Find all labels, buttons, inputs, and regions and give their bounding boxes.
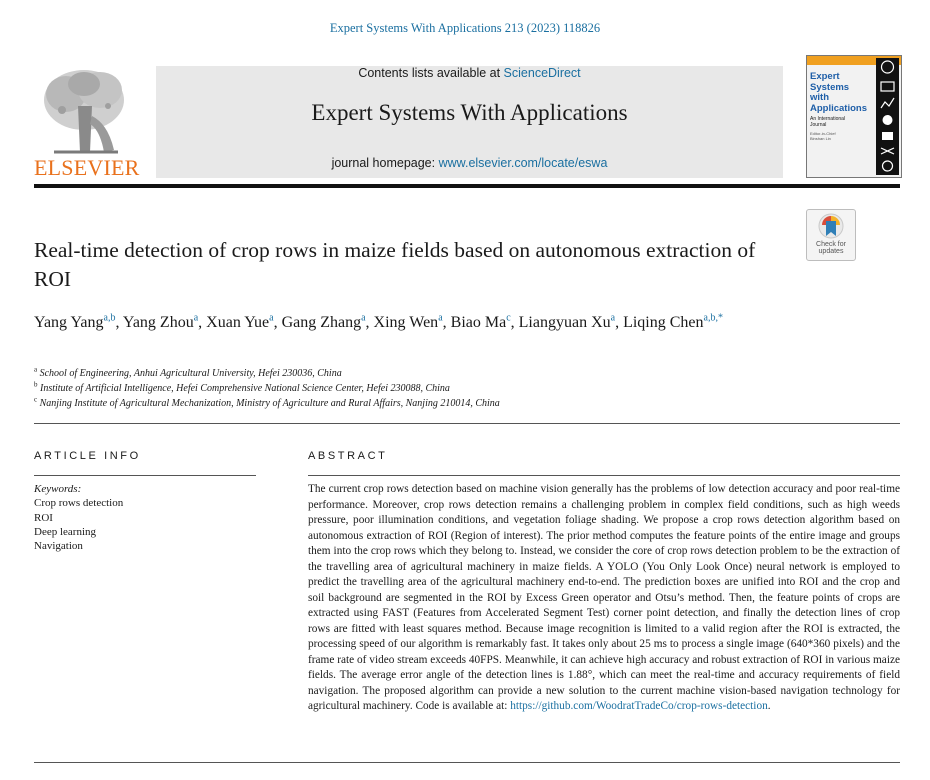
- author-separator: ,: [198, 314, 207, 331]
- check-for-updates-label: [807, 241, 855, 255]
- journal-banner: [156, 66, 783, 178]
- author-affiliation-marks[interactable]: a: [193, 312, 199, 324]
- affiliation-list: [34, 366, 854, 411]
- author-separator: ,: [615, 314, 624, 331]
- affiliation-label: b: [34, 380, 38, 389]
- cover-subtitle-line: An International: [810, 116, 846, 122]
- author-affiliation-marks[interactable]: a: [610, 312, 616, 324]
- abstract-end: .: [767, 700, 771, 712]
- author-name[interactable]: Gang Zhang: [281, 314, 362, 331]
- affiliation-item: [34, 366, 854, 381]
- abstract-rule: [308, 475, 900, 476]
- author-name[interactable]: Xing Wen: [373, 314, 439, 331]
- author-affiliation-marks[interactable]: a: [438, 312, 443, 324]
- homepage-line: [156, 156, 783, 170]
- cover-editor: [810, 131, 876, 141]
- author-affiliation-marks[interactable]: c: [506, 312, 511, 324]
- author-separator: ,: [273, 314, 282, 331]
- keyword-item: Deep learning: [34, 525, 96, 538]
- author-separator: ,: [365, 314, 374, 331]
- contents-prefix: Contents lists available at: [358, 66, 504, 80]
- code-repository-link[interactable]: https://github.com/WoodratTradeCo/crop-rows-detection: [510, 700, 768, 712]
- journal-cover-thumbnail[interactable]: [806, 55, 902, 178]
- keywords-label: Keywords:: [34, 483, 82, 495]
- author-name[interactable]: Yang Yang: [34, 314, 104, 331]
- elsevier-wordmark[interactable]: ELSEVIER: [34, 155, 140, 180]
- affiliation-text: Institute of Artificial Intelligence, Hefei Comprehensive National Science Center, Hefei 230088, China: [40, 383, 450, 394]
- author-separator: ,: [510, 314, 519, 331]
- section-divider: [34, 423, 900, 424]
- journal-citation[interactable]: Expert Systems With Applications 213 (2023) 118826: [329, 21, 601, 35]
- header-rule: [34, 184, 900, 188]
- badge-text-line: updates: [818, 248, 844, 255]
- cover-subtitle-line: Journal: [810, 122, 827, 128]
- cover-title-line: with: [810, 92, 829, 103]
- affiliation-text: School of Engineering, Anhui Agricultural University, Hefei 230036, China: [39, 368, 342, 379]
- cover-editor-line: Editor-in-Chief: [810, 131, 836, 136]
- article-info-heading: ARTICLE INFO: [34, 450, 141, 462]
- author-affiliation-marks[interactable]: a,b,*: [703, 312, 723, 324]
- bookmark-ribbon-icon: [818, 213, 844, 239]
- cover-icon-strip: [876, 58, 899, 175]
- author-name[interactable]: Yang Zhou: [122, 314, 194, 331]
- journal-homepage-link[interactable]: www.elsevier.com/locate/eswa: [438, 156, 608, 170]
- keywords-block: [34, 482, 256, 553]
- author-name[interactable]: Liangyuan Xu: [518, 314, 611, 331]
- author-affiliation-marks[interactable]: a: [269, 312, 274, 324]
- cover-title-line: Systems: [810, 81, 850, 93]
- bottom-rule: [34, 762, 900, 763]
- abstract-text: The current crop rows detection based on machine vision generally has the problems of low detection accuracy and poor real-time performance. Moreover, crop rows detection remains a challenging problem in complex field conditions, such as high weeds pressure, poor illumination conditions, and vegetation foliage shading. We propose a crop rows detection algorithm based on autonomous extraction of ROI (Region of interest). The prior method computes the feature points of the entire image and groups them into the crop rows which they belong to. Instead, we consider the core of crop rows detection problem to be the extraction of the travelling area of agricultural machinery in maize fields. A YOLO (You Only Look Once) neural network is employed to predict the travelling area of the agricultural machinery end-to-end. The prediction boxes are unified into ROI and the crop and soil background are segmented in the ROI by Excess Green operator and Otsu’s method. Then, the feature points of crops are extracted using FAST (Features from Accelerated Segment Test) corner point detection, and finally the detection lines of crop rows are fitted with least squares method. Because image recognition is limited to a valid region after the ROI is extracted, the processing speed of our algorithm is remarkably fast. It takes only about 25 ms to process a single image (640*360 pixels) and the frame rate of video stream exceeds 40FPS. Meanwhile, it can achieve high accuracy and robust extraction of ROI in various maize fields. The average error angle of the detection lines is 1.88°, which can meet the real-time and accuracy requirements of field navigation. The proposed algorithm can provide a new solution to the current machine vision-based navigation technology for agricultural machinery. Code is available at:: [308, 483, 900, 712]
- cover-editor-line: Binshan Lin: [810, 136, 831, 141]
- author-separator: ,: [442, 314, 451, 331]
- sciencedirect-link[interactable]: ScienceDirect: [503, 66, 581, 80]
- affiliation-text: Nanjing Institute of Agricultural Mechanization, Ministry of Agriculture and Rural Affairs, Nanjing 210014, China: [39, 398, 500, 409]
- badge-text-line: Check for: [816, 241, 846, 248]
- cover-title-line: Expert: [810, 71, 840, 82]
- affiliation-label: c: [34, 395, 38, 404]
- author-list: [34, 311, 824, 334]
- keyword-item: Navigation: [34, 540, 83, 553]
- cover-title: [810, 72, 876, 114]
- article-title: Real-time detection of crop rows in maize fields based on autonomous extraction of ROI: [34, 238, 756, 291]
- journal-name: Expert Systems With Applications: [311, 100, 628, 125]
- abstract-heading: ABSTRACT: [308, 450, 388, 462]
- check-for-updates-badge[interactable]: [806, 209, 856, 261]
- author-affiliation-marks[interactable]: a: [361, 312, 366, 324]
- cover-title-line: Applications: [810, 102, 868, 114]
- contents-line: [156, 66, 783, 80]
- affiliation-label: a: [34, 365, 38, 374]
- author-name[interactable]: Liqing Chen: [623, 314, 704, 331]
- author-name[interactable]: Xuan Yue: [206, 314, 270, 331]
- homepage-prefix: journal homepage:: [331, 156, 439, 170]
- article-info-rule: [34, 475, 256, 476]
- author-name[interactable]: Biao Ma: [450, 314, 507, 331]
- author-affiliation-marks[interactable]: a,b: [103, 312, 116, 324]
- affiliation-item: [34, 396, 854, 411]
- author-separator: ,: [115, 314, 123, 331]
- affiliation-item: [34, 381, 854, 396]
- keyword-item: ROI: [34, 511, 53, 524]
- cover-subtitle: [810, 116, 876, 128]
- abstract-body: [308, 482, 900, 715]
- keyword-item: Crop rows detection: [34, 497, 124, 510]
